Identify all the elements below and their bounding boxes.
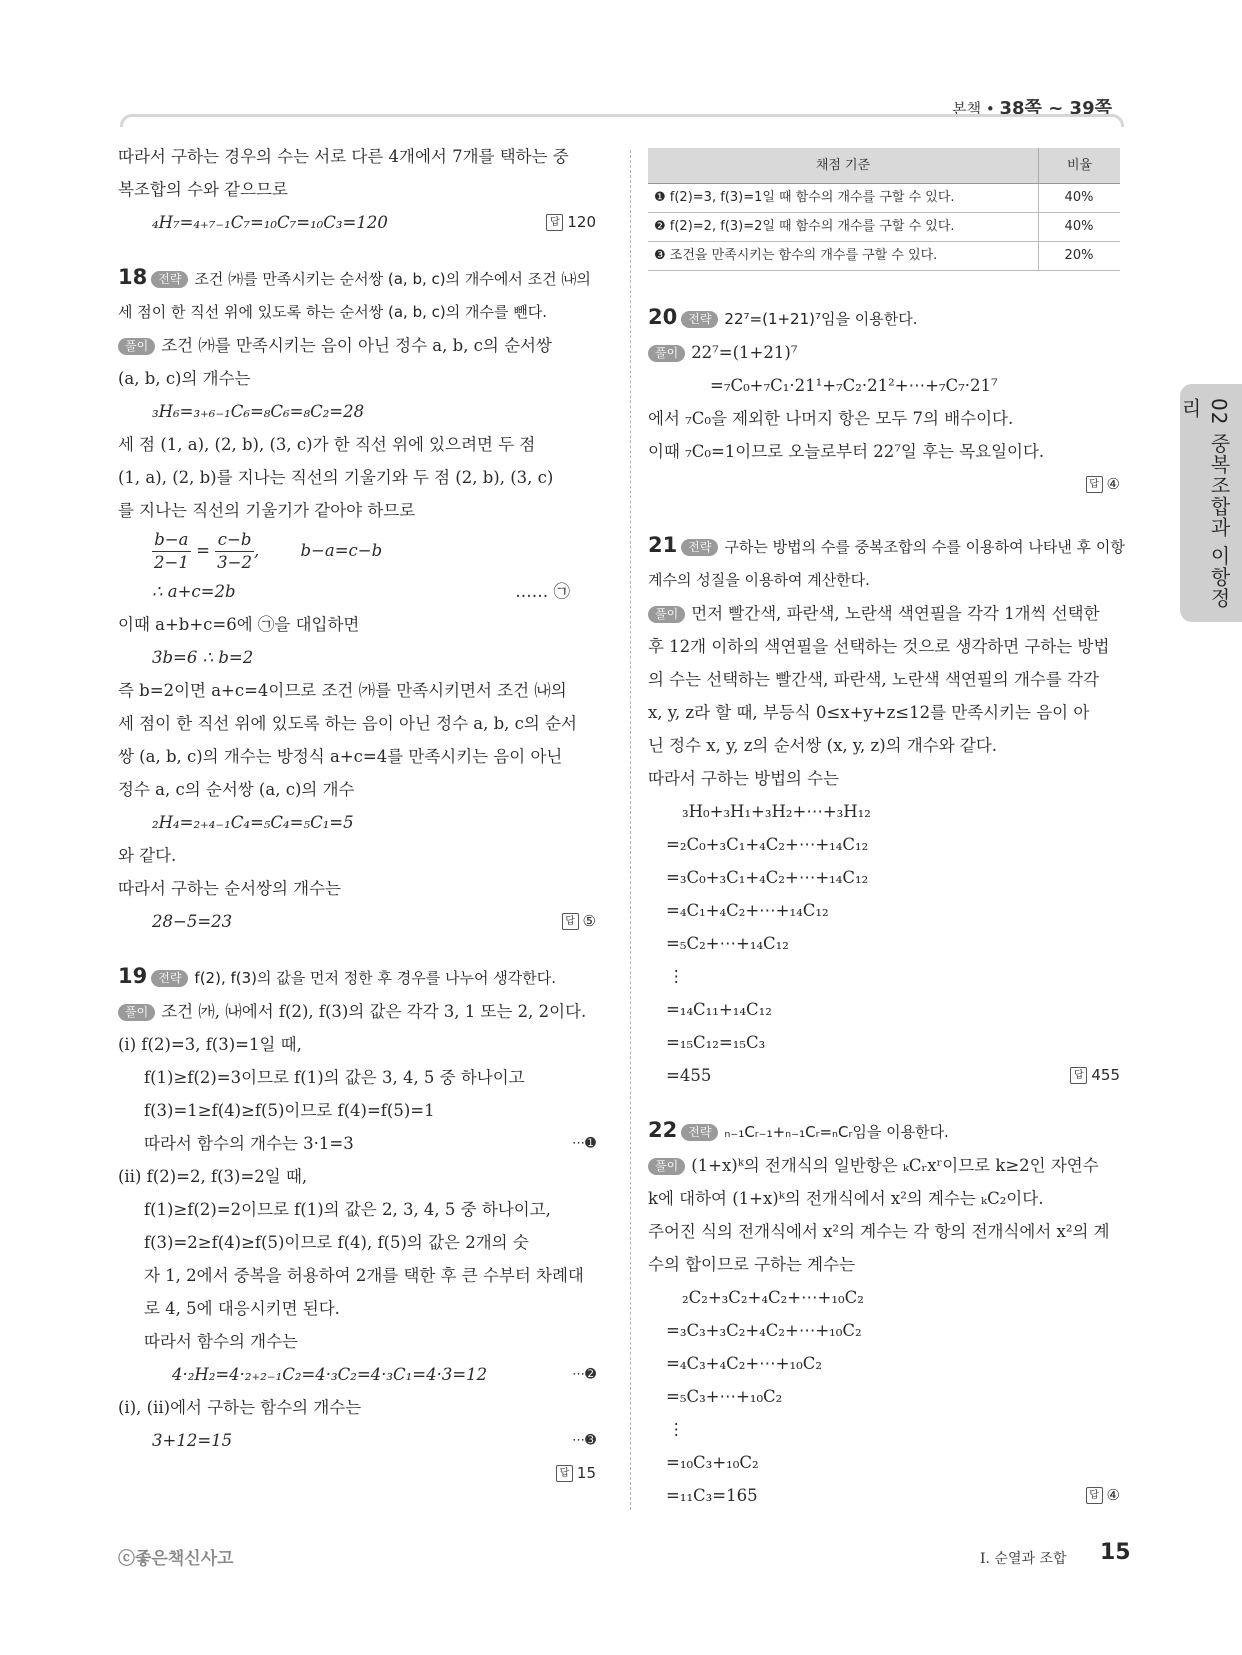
case-heading: (ⅱ) f(2)=2, f(3)=2일 때, <box>118 1167 308 1186</box>
solution-equation: 3b=6 ∴ b=2 <box>152 648 254 667</box>
intro-line: 복조합의 수와 같으므로 <box>118 180 288 199</box>
strategy-tag: 전략 <box>151 970 188 987</box>
answer: 답 455 <box>1070 1059 1120 1092</box>
solution-line: 세 점 (1, a), (2, b), (3, c)가 한 직선 위에 있으려면 두 점 <box>118 435 536 454</box>
solution-equation: =₂C₀+₃C₁+₄C₂+⋯+₁₄C₁₂ <box>666 835 869 854</box>
solution-equation: =₅C₂+⋯+₁₄C₁₂ <box>666 934 789 953</box>
solution-equation: =₁₅C₁₂=₁₅C₃ <box>666 1033 766 1052</box>
strategy-hint: 구하는 방법의 수를 중복조합의 수를 이용하여 나타낸 후 이항 <box>724 538 1125 556</box>
problem-number: 19 <box>118 964 148 988</box>
answer: 답 ④ <box>1086 468 1120 501</box>
grading-table <box>648 148 1120 271</box>
grading-percent: 40% <box>1039 184 1121 213</box>
solution-line: x, y, z라 할 때, 부등식 0≤x+y+z≤12를 만족시키는 음이 아 <box>648 703 1090 722</box>
step-mark: ⋯➋ <box>572 1367 596 1382</box>
solution-line: f(1)≥f(2)=3이므로 f(1)의 값은 3, 4, 5 중 하나이고 <box>144 1068 525 1087</box>
solution-line: (1, a), (2, b)를 지나는 직선의 기울기와 두 점 (2, b), (3, c) <box>118 468 554 487</box>
solution-equation: ₃H₀+₃H₁+₃H₂+⋯+₃H₁₂ <box>682 802 871 821</box>
table-row <box>648 184 1120 213</box>
case-heading: (ⅰ) f(2)=3, f(3)=1일 때, <box>118 1035 302 1054</box>
solution-line: 조건 ㈎를 만족시키는 음이 아닌 정수 a, b, c의 순서쌍 <box>161 336 552 355</box>
solution-equation: 3+12=15 <box>152 1431 233 1450</box>
solution-line: 조건 ㈎, ㈏에서 f(2), f(3)의 값은 각각 3, 1 또는 2, 2이다. <box>161 1002 587 1021</box>
solution-line: 후 12개 이하의 색연필을 선택하는 것으로 생각하면 구하는 방법 <box>648 637 1110 656</box>
solution-line: 의 수는 선택하는 빨간색, 파란색, 노란색 색연필의 개수를 각각 <box>648 670 1099 689</box>
solution-line: 닌 정수 x, y, z의 순서쌍 (x, y, z)의 개수와 같다. <box>648 736 998 755</box>
page-reference: 본책 • 38쪽 ~ 39쪽 <box>952 98 1112 119</box>
solution-line: 수의 합이므로 구하는 계수는 <box>648 1255 856 1274</box>
problem-22 <box>648 1114 1120 1512</box>
fraction: $\frac{b-a}{2-1}$ <box>154 530 189 572</box>
grading-criterion: ❷ f(2)=2, f(3)=2일 때 함수의 개수를 구할 수 있다. <box>648 213 1039 242</box>
problem-20 <box>648 301 1120 501</box>
solution-equation: =455 <box>666 1066 712 1085</box>
solution-line: 이때 ₇C₀=1이므로 오늘로부터 22⁷일 후는 목요일이다. <box>648 442 1045 461</box>
solution-line: 주어진 식의 전개식에서 x²의 계수는 각 항의 전개식에서 x²의 계 <box>648 1222 1110 1241</box>
step-mark: ⋯➌ <box>572 1433 596 1448</box>
solution-equation: =₅C₃+⋯+₁₀C₂ <box>666 1387 783 1406</box>
left-column <box>118 140 596 1490</box>
table-row <box>648 242 1120 271</box>
solution-line: 에서 ₇C₀을 제외한 나머지 항은 모두 7의 배수이다. <box>648 409 1014 428</box>
solution-line: 자 1, 2에서 중복을 허용하여 2개를 택한 후 큰 수부터 차례대 <box>144 1266 584 1285</box>
solution-tag: 풀이 <box>648 1158 685 1175</box>
answer: 답 120 <box>546 206 596 239</box>
solution-line: 따라서 구하는 방법의 수는 <box>648 769 840 788</box>
solution-tag: 풀이 <box>118 1004 155 1021</box>
solution-line: f(3)=2≥f(4)≥f(5)이므로 f(4), f(5)의 값은 2개의 숫 <box>144 1233 529 1252</box>
solution-line: 정수 a, c의 순서쌍 (a, c)의 개수 <box>118 780 355 799</box>
solution-line: 따라서 함수의 개수는 <box>144 1332 298 1351</box>
problem-number: 18 <box>118 265 148 289</box>
strategy-hint: ₙ₋₁Cᵣ₋₁+ₙ₋₁Cᵣ=ₙCᵣ임을 이용한다. <box>724 1123 949 1141</box>
fraction: $\frac{c-b}{3-2}$ <box>217 530 252 572</box>
intro-equation: ₄H₇=₄₊₇₋₁C₇=₁₀C₇=₁₀C₃=120 <box>152 213 388 232</box>
grading-header: 채점 기준 <box>648 148 1039 184</box>
solution-line: 이때 a+b+c=6에 ㉠을 대입하면 <box>118 615 360 634</box>
strategy-tag: 전략 <box>681 539 718 556</box>
solution-equation: =₄C₃+₄C₂+⋯+₁₀C₂ <box>666 1354 822 1373</box>
step-mark: ⋯➊ <box>572 1136 596 1151</box>
problem-21 <box>648 529 1125 1092</box>
solution-equation: ₂C₂+₃C₂+₄C₂+⋯+₁₀C₂ <box>682 1288 864 1307</box>
circle-reference: …… ㉠ <box>515 582 570 601</box>
answer-icon: 답 <box>562 913 579 930</box>
slope-fraction-equation: $\frac{b-a}{2-1}$ = $\frac{c-b}{3-2}$ , b−a=c−b <box>154 530 383 572</box>
solution-line: f(3)=1≥f(4)≥f(5)이므로 f(4)=f(5)=1 <box>144 1101 435 1120</box>
solution-equation: 4·₂H₂=4·₂₊₂₋₁C₂=4·₃C₂=4·₃C₁=4·3=12 <box>172 1365 488 1384</box>
solution-tag: 풀이 <box>118 338 155 355</box>
answer-icon: 답 <box>556 1465 573 1482</box>
header-rule <box>120 114 1124 127</box>
answer-icon: 답 <box>1086 1487 1103 1504</box>
publisher-logo: ⓒ좋은책신사고 <box>118 1549 234 1569</box>
answer-icon: 답 <box>546 214 563 231</box>
solution-equation: =₁₄C₁₁+₁₄C₁₂ <box>666 1000 772 1019</box>
strategy-tag: 전략 <box>681 311 718 328</box>
problem-number: 22 <box>648 1118 678 1142</box>
grading-header: 비율 <box>1039 148 1121 184</box>
solution-line: 와 같다. <box>118 846 177 865</box>
solution-equation: =₇C₀+₇C₁·21¹+₇C₂·21²+⋯+₇C₇·21⁷ <box>710 376 998 395</box>
problem-18 <box>118 261 596 938</box>
solution-line: 를 지나는 직선의 기울기가 같아야 하므로 <box>118 501 416 520</box>
solution-line: 로 4, 5에 대응시키면 된다. <box>144 1299 340 1318</box>
solution-line: (a, b, c)의 개수는 <box>118 369 251 388</box>
solution-line: 세 점이 한 직선 위에 있도록 하는 음이 아닌 정수 a, b, c의 순서 <box>118 714 577 733</box>
strategy-tag: 전략 <box>151 271 188 288</box>
chapter-side-tab-label: 02 중복조합과 이항정리 <box>1178 398 1231 609</box>
solution-equation: ₂H₄=₂₊₄₋₁C₄=₅C₄=₅C₁=5 <box>152 813 354 832</box>
problem-number: 21 <box>648 533 678 557</box>
strategy-hint: 22⁷=(1+21)⁷임을 이용한다. <box>724 310 918 328</box>
solution-line: 즉 b=2이면 a+c=4이므로 조건 ㈎를 만족시키면서 조건 ㈏의 <box>118 681 567 700</box>
solution-line: 따라서 구하는 순서쌍의 개수는 <box>118 879 341 898</box>
solution-line: 따라서 함수의 개수는 3·1=3 <box>144 1134 354 1153</box>
strategy-hint: 세 점이 한 직선 위에 있도록 하는 순서쌍 (a, b, c)의 개수를 뺀다. <box>118 303 547 321</box>
solution-equation: ⋮ <box>668 1420 685 1439</box>
answer-icon: 답 <box>1070 1067 1087 1084</box>
strategy-hint: f(2), f(3)의 값을 먼저 정한 후 경우를 나누어 생각한다. <box>194 969 556 987</box>
answer: 답 15 <box>556 1457 596 1490</box>
solution-line: 쌍 (a, b, c)의 개수는 방정식 a+c=4를 만족시키는 음이 아닌 <box>118 747 563 766</box>
solution-equation: =₁₁C₃=165 <box>666 1486 758 1505</box>
strategy-tag: 전략 <box>681 1124 718 1141</box>
solution-equation: =₁₀C₃+₁₀C₂ <box>666 1453 759 1472</box>
right-column <box>648 148 1125 1512</box>
grading-criterion: ❸ 조건을 만족시키는 함수의 개수를 구할 수 있다. <box>648 242 1039 271</box>
solution-line: f(1)≥f(2)=2이므로 f(1)의 값은 2, 3, 4, 5 중 하나이고, <box>144 1200 551 1219</box>
solution-equation: ∴ a+c=2b <box>152 582 236 601</box>
chapter-title: Ⅰ. 순열과 조합 <box>980 1551 1067 1567</box>
answer: 답 ④ <box>1086 1479 1120 1512</box>
answer: 답 ⑤ <box>562 905 596 938</box>
solution-line: (1+x)ᵏ의 전개식의 일반항은 ₖCᵣxʳ이므로 k≥2인 자연수 <box>691 1156 1099 1175</box>
solution-line: (ⅰ), (ⅱ)에서 구하는 함수의 개수는 <box>118 1398 362 1417</box>
grading-percent: 40% <box>1039 213 1121 242</box>
solution-equation: ⋮ <box>668 967 685 986</box>
problem-19 <box>118 960 596 1490</box>
page-number: 15 <box>1100 1540 1131 1565</box>
column-divider <box>630 150 631 1510</box>
problem-number: 20 <box>648 305 678 329</box>
table-row <box>648 213 1120 242</box>
solution-equation: 28−5=23 <box>152 912 233 931</box>
solution-equation: =₃C₃+₃C₂+₄C₂+⋯+₁₀C₂ <box>666 1321 862 1340</box>
solution-equation: =₄C₁+₄C₂+⋯+₁₄C₁₂ <box>666 901 829 920</box>
strategy-hint: 조건 ㈎를 만족시키는 순서쌍 (a, b, c)의 개수에서 조건 ㈏의 <box>194 270 591 288</box>
grading-percent: 20% <box>1039 242 1121 271</box>
solution-tag: 풀이 <box>648 345 685 362</box>
chapter-side-tab <box>1180 384 1242 622</box>
grading-criterion: ❶ f(2)=3, f(3)=1일 때 함수의 개수를 구할 수 있다. <box>648 184 1039 213</box>
solution-line: 먼저 빨간색, 파란색, 노란색 색연필을 각각 1개씩 선택한 <box>691 604 1100 623</box>
solution-line: k에 대하여 (1+x)ᵏ의 전개식에서 x²의 계수는 ₖC₂이다. <box>648 1189 1044 1208</box>
strategy-hint: 계수의 성질을 이용하여 계산한다. <box>648 571 870 589</box>
intro-equation-row <box>118 206 596 239</box>
solution-tag: 풀이 <box>648 606 685 623</box>
answer-icon: 답 <box>1086 476 1103 493</box>
solution-equation: 22⁷=(1+21)⁷ <box>691 343 798 362</box>
solution-equation: ₃H₆=₃₊₆₋₁C₆=₈C₆=₈C₂=28 <box>152 402 365 421</box>
intro-line: 따라서 구하는 경우의 수는 서로 다른 4개에서 7개를 택하는 중 <box>118 147 569 166</box>
solution-equation: =₃C₀+₃C₁+₄C₂+⋯+₁₄C₁₂ <box>666 868 869 887</box>
